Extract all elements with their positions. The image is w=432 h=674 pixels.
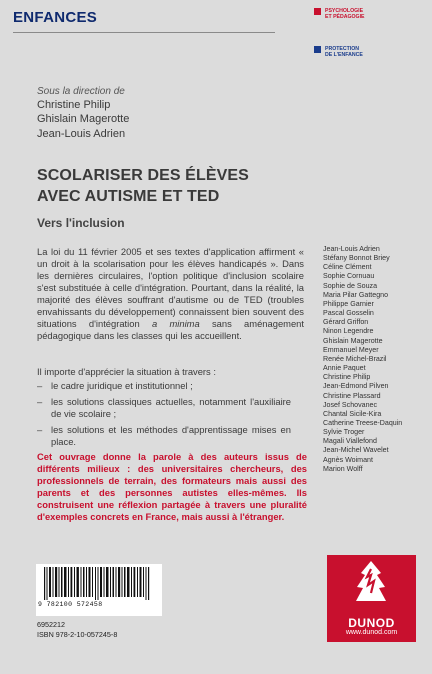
publisher-url: www.dunod.com	[345, 629, 398, 636]
product-code: 6952212	[37, 620, 65, 629]
contributor-name: Josef Schovanec	[323, 400, 378, 409]
director-name: Jean-Louis Adrien	[37, 128, 126, 140]
contributor-name: Chantal Sicile-Kira	[323, 409, 382, 418]
contributor-name: Magali Viallefond	[323, 437, 377, 446]
contributors-list	[323, 245, 402, 474]
contributor-name: Maria Pilar Gattegno	[323, 290, 389, 299]
paragraph-text: La loi du 11 février 2005 et ses textes d'application affirment « un droit à la scolarisation pour les élèves handicapés ». Dans les dernières circulaires, l'option politique d'inclusion scolaire s'est substituée à celle d'intégration. Pourtant, dans la réalité, la majorité des élèves souffrant d'autisme ou de TED (troubles envahissants du développement) connaissent bien souvent des situations d'intégration	[37, 246, 304, 329]
barcode-bars	[36, 564, 162, 600]
book-title-line2: AVEC AUTISME ET TED	[37, 188, 220, 205]
list-item	[37, 424, 297, 448]
book-title-line1: SCOLARISER DES ÉLÈVES	[37, 167, 249, 184]
category-marker-protection	[314, 46, 321, 53]
contributor-name: Jean-Edmond Pilven	[323, 382, 389, 391]
contributor-name: Stéfany Bonnot Briey	[323, 254, 390, 263]
description-paragraph	[37, 246, 304, 342]
bullet-dash: –	[37, 396, 43, 407]
contributor-name: Renée Michel-Brazil	[323, 354, 387, 363]
barcode-number: 9 782100 572458	[38, 601, 103, 608]
list-item-text: le cadre juridique et institutionnel ;	[51, 380, 193, 391]
contributor-name: Céline Clément	[323, 263, 372, 272]
list-item-text: les solutions et les méthodes d'apprentissage mises en place.	[51, 424, 291, 447]
series-title: ENFANCES	[13, 9, 98, 26]
isbn: ISBN 978-2-10-057245-8	[37, 630, 118, 639]
contributor-name: Annie Paquet	[323, 364, 366, 373]
contributor-name: Sophie Cornuau	[323, 272, 375, 281]
contributor-name: Catherine Treese-Daquin	[323, 418, 403, 427]
bullet-dash: –	[37, 424, 43, 435]
barcode	[36, 564, 162, 616]
header-rule	[13, 32, 275, 33]
director-name: Christine Philip	[37, 99, 111, 111]
category-psychology-line2: ET PÉDAGOGIE	[325, 14, 365, 20]
list-item	[37, 396, 297, 420]
contributor-name: Jean-Michel Wavelet	[323, 446, 389, 455]
contributor-name: Gérard Griffon	[323, 318, 369, 327]
list-item	[37, 380, 297, 392]
contributor-name: Sylvie Troger	[323, 428, 365, 437]
highlight-paragraph: Cet ouvrage donne la parole à des auteurs issus de différents milieux : des universitaires chercheurs, des professionnels de terrain, des formateurs mais aussi des parents et des personnes autistes elles-mêmes. Ils construisent une réflexion partagée à travers une pluralité d'exemples concrets en France, mais aussi à l'étranger.	[37, 451, 307, 522]
contributor-name: Christine Plassard	[323, 391, 381, 400]
paragraph-text-end: sans aménagement pédagogique dans les classes qui les accueillent.	[37, 318, 304, 341]
list-intro: Il importe d'apprécier la situation à travers :	[37, 366, 216, 377]
paragraph-italic: a minima	[151, 318, 200, 329]
contributor-name: Emmanuel Meyer	[323, 345, 379, 354]
category-protection-line1: PROTECTION	[325, 46, 360, 52]
contributor-name: Marion Wolff	[323, 464, 363, 473]
contributor-name: Sophie de Souza	[323, 281, 378, 290]
contributor-name: Jean-Louis Adrien	[323, 245, 380, 253]
direction-intro: Sous la direction de	[37, 86, 125, 97]
contributor-name: Christine Philip	[323, 373, 371, 382]
contributor-name: Ninon Legendre	[323, 327, 374, 336]
publisher-name: DUNOD	[348, 616, 395, 630]
director-name: Ghislain Magerotte	[37, 113, 130, 125]
contributor-name: Agnès Woimant	[323, 455, 373, 464]
bullet-dash: –	[37, 380, 43, 391]
book-subtitle: Vers l'inclusion	[37, 216, 125, 230]
contributor-name: Ghislain Magerotte	[323, 336, 383, 345]
contributor-name: Philippe Garnier	[323, 299, 374, 308]
category-psychology	[325, 8, 365, 20]
category-marker-psychology	[314, 8, 321, 15]
dunod-emblem	[327, 555, 416, 615]
list-item-text: les solutions classiques actuelles, notamment l'auxiliaire de vie scolaire ;	[51, 396, 291, 419]
category-protection-line2: DE L'ENFANCE	[325, 52, 363, 58]
category-psychology-line1: PSYCHOLOGIE	[325, 8, 364, 14]
contributor-name: Pascal Gosselin	[323, 309, 374, 318]
category-protection	[325, 46, 363, 58]
